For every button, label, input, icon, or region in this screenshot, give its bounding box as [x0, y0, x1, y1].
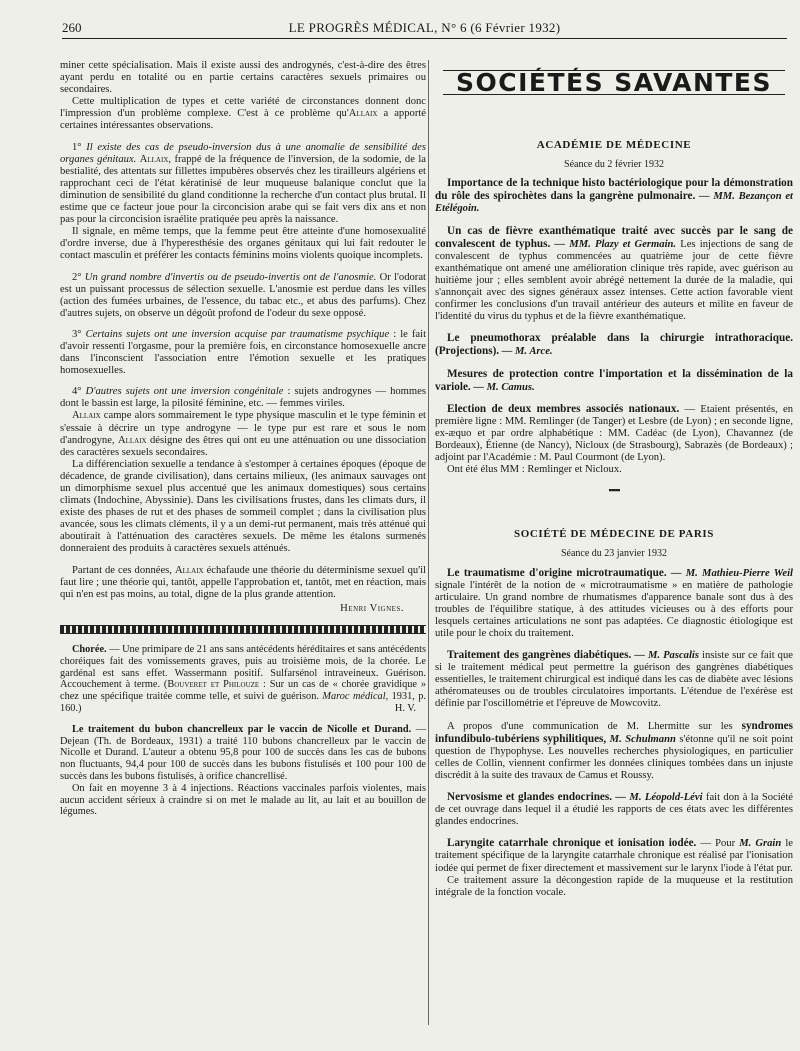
communication: Le pneumothorax préalable dans la chirurgie intrathoracique. (Projections). — M. Arce. [435, 332, 793, 358]
communication: Traitement des gangrènes diabétiques. — M. Pascalis insiste sur ce fait que si le traitement médical peut permettre la guérison des gangrènes diabétiques essentielles, le traitement chirurgical est indiqué dans les cas de diabète avec lésions athéromateuses ou de troubles circulatoires importants. L'étendue de l'exérèse est définie par l'oscillométrie et l'épreuve de Mowcovitz. [435, 649, 793, 710]
page-number: 260 [62, 20, 82, 35]
paragraph: 1° Il existe des cas de pseudo-inversion dus à une anomalie de sensibilité des organes génitaux. Allaix, frappé de la fréquence de l'inversion, de la sodomie, de la bestialité, des attentats sur fillettes impubères observés chez les tirailleurs algériens et rapprochant ceci de l'état kératinisé de leur muqueuse balanique conclut que la diminution de sensibilité du gland conditionne la recherche d'un contact plus brutal. Il estime que ce facteur joue pour la circoncision arabe qui se fait vers dix ans et non pas pour la circoncision israélite pratiquée peu après la naissance. [60, 141, 426, 226]
communication: Mesures de protection contre l'importation et la dissémination de la variole. — M. Camus. [435, 367, 793, 393]
section-banner: SOCIÉTÉS SAVANTES [443, 70, 785, 95]
paragraph: Cette multiplication de types et cette variété de circonstances donnent donc l'impression d'un problème complexe. C'est à ce problème qu'Allaix a apporté certaines intéressantes observations. [60, 96, 426, 132]
right-column [435, 60, 793, 899]
communication: A propos d'une communication de M. Lhermitte sur les syndromes infundibulo-tubériens syphilitiques, M. Schulmann s'étonne qu'il ne soit point question de l'hypophyse. Les nouvelles recherches physiologiques, en particulier celles de Collin, viennent confirmer les données cliniques tombées dans un injuste discrédit à la suite des travaux de Camus et Roussy. [435, 719, 794, 781]
session-date: Séance du 23 janvier 1932 [560, 548, 668, 560]
communication: Importance de la technique histo bactériologique pour la démonstration du rôle des spirochètes dans la gangrène pulmonaire. — MM. Bezançon et Etélégoin. [435, 177, 793, 215]
paragraph: 3° Certains sujets ont une inversion acquise par traumatisme psychique : le fait d'avoir ressenti l'orgasme, pour la première fois, en circonstance homosexuelle ancre dans l'inconscient l'association entre l'émotion sexuelle et les pratiques homosexuelles. [60, 328, 427, 377]
paragraph: 4° D'autres sujets ont une inversion congénitale : sujets androgynes — hommes dont le bassin est large, la pilosité féminine, etc. — femmes viriles. [60, 386, 426, 410]
paragraph: Il signale, en même temps, que la femme peut être atteinte d'une homosexualité d'ordre inverse, due à l'hyperesthésie des organes génitaux qui lui fait redouter le contact masculin et préférer les contacts féminins moins violents quoique incomplets. [60, 226, 426, 262]
paragraph: Allaix campe alors sommairement le type physique masculin et le type féminin et s'essaie à décrire un type androgyne — le type pur est rare et sous le nom d'androgyne, Allaix désigne des êtres qui ont eu une atténuation ou une dissociation des caractères sexuels secondaires. [60, 410, 426, 458]
society-title: ACADÉMIE DE MÉDECINE [536, 139, 692, 152]
communication: Laryngite catarrhale chronique et ionisation iodée. — Pour M. Grain le traitement spécifique de la laryngite catarrhale chronique est réalisé par l'ionisation iodée qui permet de fixer directement et massivement sur le larynx l'iode à l'état pur. [435, 837, 793, 874]
communication: Un cas de fièvre exanthématique traité avec succès par le sang de convalescent de typhus. — MM. Plazy et Germain. Les injections de sang de convalescent de typhus commencées au quatrième jour de cette fièvre exanthématique ont amené une amélioration clinique très rapide, avec guérison au huitième jour ; elles semblent avoir abrégé nettement la durée de la maladie, qui s'annonçait avec des signes généraux assez intenses. Cette action favorable vient confirmer les conclusions d'un travail antérieur des auteurs et milite en faveur de l'identité du virus du typhus et de la fièvre exanthématique. [435, 224, 793, 323]
paragraph: 2° Un grand nombre d'invertis ou de pseudo-invertis ont de l'anosmie. Or l'odorat est un puissant processus de sélection sexuelle. L'anosmie est perdue dans les villes (action des fumées urbaines, de l'essence, du tabac etc., et abus des parfums). Chez d'autres sujets, on observe un dégoût profond de l'odeur du sexe opposé. [60, 271, 426, 319]
column-divider [428, 60, 429, 1025]
paragraph: La différenciation sexuelle a tendance à s'estomper à certaines époques (époque de décadence, de grande civilisation), dans certains milieux, (les animaux sauvages ont un dimorphisme sexuel plus accentué que les animaux domestiques) sous certains climats (Indochine, Abyssinie). Dans les civilisations frustes, dans les climats durs, il existe des phases de rut et des phases de sommeil complet ; dans la civilisation plus avancée, sous les climats cléments, il y a un demi-rut permanent, mais très atténué qui aboutirait à l'atténuation des caractères sexuels. De même les étalons surmenés donneraient des produits à caractères sexuels atténués. [60, 458, 426, 555]
author-signature: Henri Vignes. [340, 602, 404, 614]
abstract-bubon [60, 724, 426, 818]
section-ornament: ▪▪▪▪▪ [608, 485, 620, 496]
running-header [62, 18, 787, 39]
paragraph: Le traitement du bubon chancrelleux par le vaccin de Nicolle et Durand. — Dejean (Th. de Bordeaux, 1931) a traité 110 bubons chancrelleux par le vaccin de Nicolle et Durand. L'auteur a obtenu 95,8 pour 100 de succès dans les cas de bubons non fluctuants, 94,4 pour 100 de succès dans les bubons fistulisés et 100 pour 100 de succès dans les bubons fistulisés, à orifice chancrellisé. [60, 723, 426, 782]
election-result: Ont été élus MM : Remlinger et Nicloux. [447, 464, 622, 476]
communication: Nervosisme et glandes endocrines. — M. Léopold-Lévi fait don à la Société de cet ouvrage dans lequel il a étudié les rapports de ces états avec les différentes glandes endocrines. [435, 791, 794, 828]
paragraph: Partant de ces données, Allaix échafaude une théorie du déterminisme sexuel qu'il faut lire ; une théorie qui, tantôt, appelle l'approbation et, tantôt, met en réaction, mais qui n'en est pas moins, au total, digne de la plus grande attention. [60, 564, 426, 600]
communication: Election de deux membres associés nationaux. — Etaient présentés, en première ligne : MM. Remlinger (de Tanger) et Lesbre (de Lyon) ; en seconde ligne, ex-æquo et par ordre alphabétique : MM. Cadéac (de Lyon), Chavannez (de Bordeaux), Étienne (de Nancy), Nicloux (de Strasbourg), Sabrazès (de Bordeaux) ; adjoint par l'Académie : M. Paul Courmont (de Lyon). [435, 402, 793, 464]
society-title: SOCIÉTÉ DE MÉDECINE DE PARIS [514, 528, 714, 541]
paragraph: Ce traitement assure la décongestion rapide de la muqueuse et la restitution intégrale de la fonction vocale. [435, 874, 793, 898]
ornamental-rule [60, 625, 426, 634]
communication: Le traumatisme d'origine microtraumatique. — M. Mathieu-Pierre Weil signale l'intérêt de la notion de « microtraumatisme » en matière de pathologie articulaire. Un grand nombre de rhumatismes d'apparence banale sont dus à des troubles de l'équilibre statique, à des attitudes vicieuses ou à des efforts pour lesquels certaines articulations ne sont pas adaptées. Ce diagnostic étiologique est utile pour le choix du traitement. [435, 566, 794, 639]
abstract-chorea [60, 644, 426, 715]
left-column [60, 60, 426, 818]
paragraph: On fait en moyenne 3 à 4 injections. Réactions vaccinales parfois violentes, mais aucun accident sérieux à craindre si on met le malade au lit, au lait et au bouillon de légumes. [60, 782, 426, 818]
session-date: Séance du 2 février 1932 [564, 159, 664, 171]
paragraph: Chorée. — Une primipare de 21 ans sans antécédents héréditaires et sans antécédents choréiques fait des vomissements graves, puis au troisième mois, de la chorée. Le gardénal est sans effet. Wassermann positif. Sulfarsénol intraveineux. Guérison. Accouchement à terme. (Bouveret et Philouze : Sur un cas de « chorée gravidique » chez une spécifique traitée comme telle, et suivi de guérison. Maroc médical, 1931, p. 160.) H. V. [60, 643, 427, 714]
journal-title: LE PROGRÈS MÉDICAL, N° 6 (6 Février 1932) [288, 20, 561, 35]
paragraph: miner cette spécialisation. Mais il existe aussi des androgynés, c'est-à-dire des êtres ayant perdu en totalité ou en partie certains caractères sexuels primaires ou secondaires. [60, 60, 426, 96]
